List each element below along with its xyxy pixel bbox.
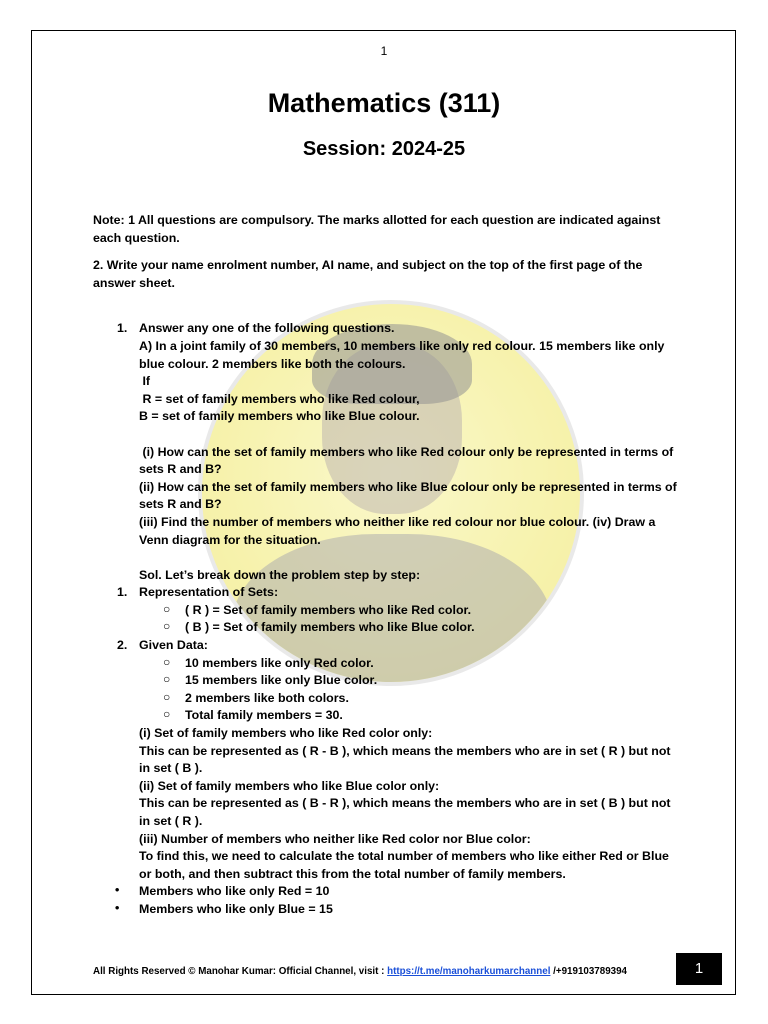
question-line: R = set of family members who like Red colour,	[139, 391, 420, 406]
step-number: 1.	[117, 585, 128, 600]
list-item	[93, 690, 683, 708]
explanation-line: (i) Set of family members who like Red color only:	[139, 726, 433, 741]
circle-bullet-icon: ○	[163, 601, 171, 616]
question-number: 1.	[117, 321, 128, 336]
question-line: B = set of family members who like Blue colour.	[139, 409, 420, 424]
page-number-top: 1	[380, 44, 388, 58]
list-item-text: Total family members = 30.	[185, 708, 343, 723]
explanation-line: (iii) Number of members who neither like Red color nor Blue color:	[139, 831, 531, 846]
step-item	[93, 584, 683, 602]
circle-bullet-icon: ○	[163, 689, 171, 704]
list-item-text: Members who like only Blue = 15	[139, 901, 333, 916]
step-item	[93, 637, 683, 655]
list-item-text: Members who like only Red = 10	[139, 884, 330, 899]
explanation-line: To find this, we need to calculate the total number of members who like either Red or Blue or both, and then subtract this from the total number of family members.	[139, 849, 669, 881]
question-1	[93, 320, 683, 338]
explanation-line: This can be represented as ( B - R ), which means the members who are in set ( B ) but not in set ( R ).	[139, 796, 671, 828]
step-heading: Representation of Sets:	[139, 585, 279, 600]
footer-prefix: All Rights Reserved © Manohar Kumar: Official Channel, visit :	[93, 966, 388, 977]
explanation-line: (ii) Set of family members who like Blue color only:	[139, 778, 440, 793]
circle-bullet-icon: ○	[163, 654, 171, 669]
step-heading: Given Data:	[139, 638, 208, 653]
list-item	[93, 707, 683, 725]
circle-bullet-icon: ○	[163, 672, 171, 687]
question-line: A) In a joint family of 30 members, 10 members like only red colour. 15 members like only blue colour. 2 members like both the colours.	[139, 338, 665, 371]
list-item-text: 2 members like both colors.	[185, 690, 349, 705]
document-body	[93, 212, 683, 919]
note-1: Note: 1 All questions are compulsory. The marks allotted for each question are indicated against each question.	[93, 213, 661, 245]
circle-bullet-icon: ○	[163, 619, 171, 634]
question-part: (i) How can the set of family members who like Red colour only be represented in terms of sets R and B?	[139, 444, 677, 477]
channel-link[interactable]: https://t.me/manoharkumarchannel	[387, 966, 551, 977]
bullet-icon: •	[115, 900, 120, 915]
page-number-box: 1	[676, 953, 722, 985]
list-item	[93, 655, 683, 673]
session-subtitle: Session: 2024-25	[302, 138, 466, 160]
list-item-text: 15 members like only Blue color.	[185, 673, 378, 688]
bullet-icon: •	[115, 883, 120, 898]
footer-suffix: /+919103789394	[550, 966, 627, 977]
solution-intro: Sol. Let’s break down the problem step by step:	[139, 567, 421, 582]
question-line: Answer any one of the following questions.	[139, 321, 395, 336]
list-item-text: 10 members like only Red color.	[185, 655, 374, 670]
question-part: (ii) How can the set of family members who like Blue colour only be represented in terms of sets R and B?	[139, 479, 677, 512]
explanation-line: This can be represented as ( R - B ), which means the members who are in set ( R ) but not in set ( B ).	[139, 743, 671, 776]
list-item	[93, 883, 683, 901]
list-item	[93, 602, 683, 620]
list-item-text: ( B ) = Set of family members who like Blue color.	[185, 620, 475, 635]
list-item	[93, 672, 683, 690]
footer	[93, 966, 627, 977]
step-number: 2.	[117, 638, 128, 653]
list-item-text: ( R ) = Set of family members who like Red color.	[185, 602, 472, 617]
question-line: If	[139, 374, 151, 389]
note-2: 2. Write your name enrolment number, AI name, and subject on the top of the first page of the answer sheet.	[93, 258, 643, 290]
question-part: (iii) Find the number of members who neither like red colour nor blue colour. (iv) Draw a Venn diagram for the situation.	[139, 514, 656, 547]
page-title: Mathematics (311)	[267, 88, 501, 118]
list-item	[93, 901, 683, 919]
circle-bullet-icon: ○	[163, 707, 171, 722]
list-item	[93, 619, 683, 637]
